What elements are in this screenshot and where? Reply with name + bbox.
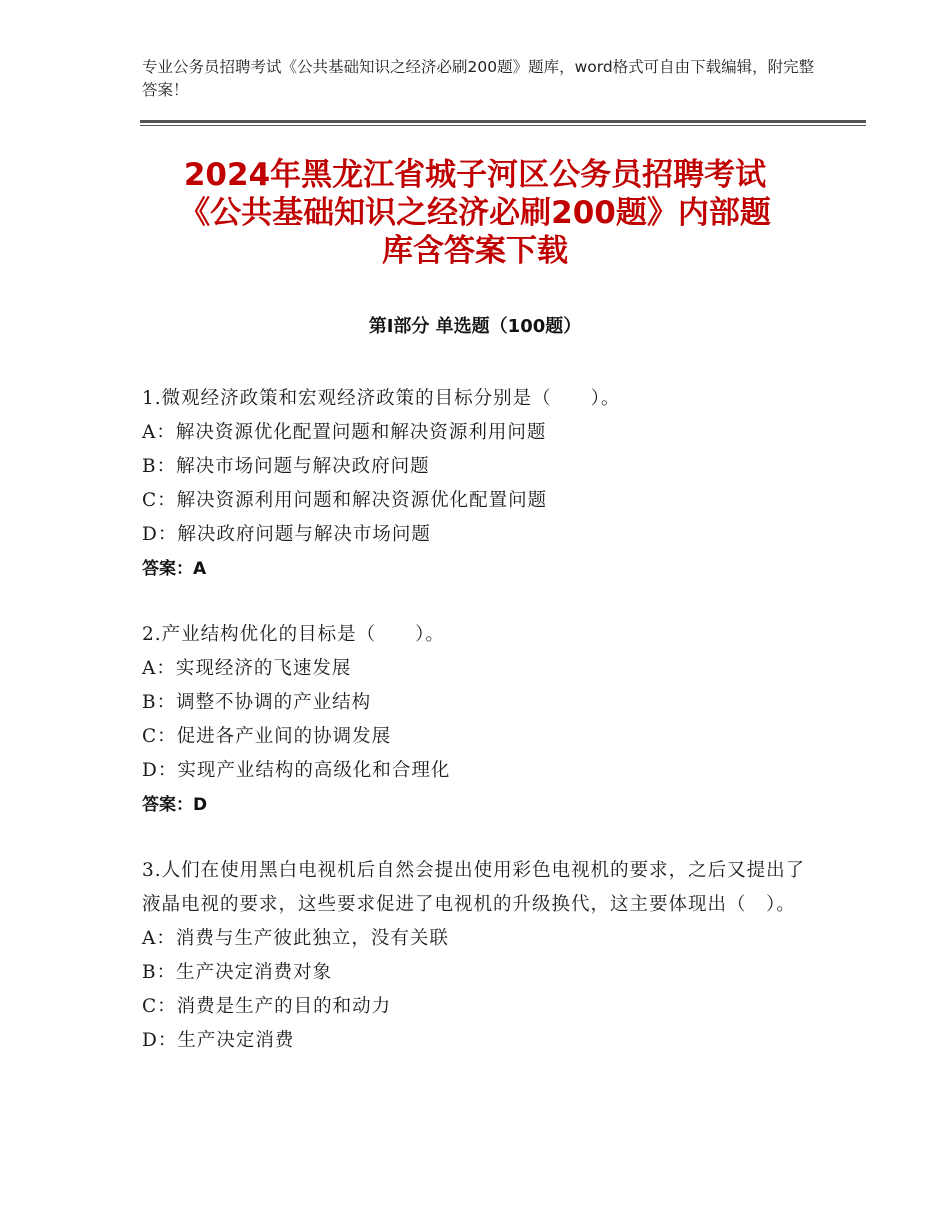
option-c: C：促进各产业间的协调发展 [142,726,392,747]
option-a: A：实现经济的飞速发展 [142,658,352,679]
header-note: 专业公务员招聘考试《公共基础知识之经济必刷200题》题库，word格式可自由下载编辑，附完整答案！ [142,58,815,99]
answer: 答案：D [142,795,208,815]
question-stem: 1.微观经济政策和宏观经济政策的目标分别是（ ）。 [142,388,621,409]
option-b: B：生产决定消费对象 [142,962,333,983]
document-title [120,156,830,270]
option-a: A：解决资源优化配置问题和解决资源利用问题 [142,422,547,443]
title-line: 库含答案下载 [382,233,568,269]
header-divider-thick [140,120,866,123]
option-c: C：解决资源利用问题和解决资源优化配置问题 [142,490,548,511]
option-d: D：生产决定消费 [142,1030,295,1051]
question-stem: 2.产业结构优化的目标是（ ）。 [142,624,445,645]
question-list [142,382,812,1090]
option-b: B：调整不协调的产业结构 [142,692,372,713]
question-2 [142,618,812,822]
option-d: D：实现产业结构的高级化和合理化 [142,760,451,781]
header-divider-thin [140,125,866,126]
question-1 [142,382,812,586]
question-stem: 3.人们在使用黑白电视机后自然会提出使用彩色电视机的要求，之后又提出了液晶电视的要求，这些要求促进了电视机的升级换代，这主要体现出（ ）。 [142,860,806,915]
option-d: D：解决政府问题与解决市场问题 [142,524,431,545]
section-heading: 第I部分 单选题（100题） [368,316,582,337]
option-b: B：解决市场问题与解决政府问题 [142,456,430,477]
title-line: 《公共基础知识之经济必刷200题》内部题 [179,195,771,231]
answer: 答案：A [142,559,207,579]
option-c: C：消费是生产的目的和动力 [142,996,392,1017]
option-a: A：消费与生产彼此独立，没有关联 [142,928,449,949]
question-3 [142,854,812,1058]
title-line: 2024年黑龙江省城子河区公务员招聘考试 [183,157,767,193]
